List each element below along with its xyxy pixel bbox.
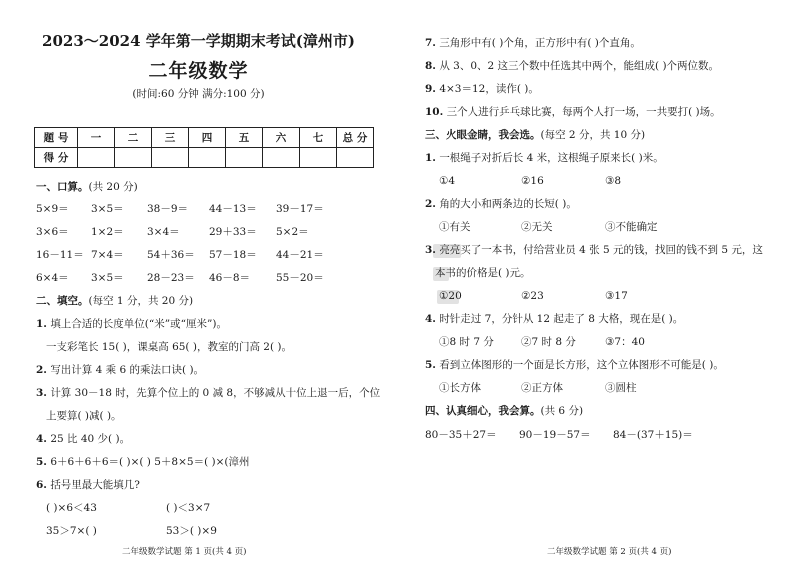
choice-option[interactable]: ①长方体	[439, 382, 481, 394]
mental-calc: 46－8＝	[209, 272, 251, 284]
question-number: 6.	[36, 479, 47, 491]
question-number: 4.	[425, 313, 436, 325]
mental-calc: 3×4＝	[147, 226, 180, 238]
score-header-cell: 总 分	[337, 128, 374, 148]
question-number: 9.	[425, 83, 436, 95]
fill-question-10	[425, 105, 721, 119]
question-text: 看到立体图形的一个面是长方形，这个立体图形不可能是( )。	[439, 359, 724, 371]
score-header-cell: 三	[152, 128, 189, 148]
mental-calc: 16－11＝	[36, 249, 84, 261]
section4-title: 四、认真细心，我会算。	[425, 405, 541, 417]
fill-question-6-item: ( )＜3×7	[166, 502, 211, 514]
fill-question-1	[36, 317, 227, 331]
mental-calc: 6×4＝	[36, 272, 69, 284]
choice-option[interactable]: ③8	[605, 175, 622, 187]
mental-calc: 55－20＝	[276, 272, 324, 284]
mental-calc: 38－9＝	[147, 203, 189, 215]
question-text: 亮亮买了一本书，付给营业员 4 张 5 元的钱，找回的钱不到 5 元，这	[439, 244, 763, 256]
mental-calc: 57－18＝	[209, 249, 257, 261]
fill-question-4	[36, 432, 130, 446]
choice-option[interactable]: ①20	[439, 290, 462, 302]
choice-option[interactable]: ②23	[521, 290, 544, 302]
question-number: 3.	[36, 387, 47, 399]
score-cell[interactable]	[115, 148, 152, 168]
section2-title: 二、填空。	[36, 295, 89, 307]
question-text: 一根绳子对折后长 4 米，这根绳子原来长( )米。	[439, 152, 664, 164]
fill-question-6-item: 53＞( )×9	[166, 525, 217, 537]
section4-note: (共 6 分)	[540, 405, 584, 417]
mental-calc: 5×2＝	[276, 226, 309, 238]
question-text: 三个人进行乒乓球比赛，每两个人打一场，一共要打( )场。	[446, 106, 721, 118]
question-number: 4.	[36, 433, 47, 445]
question-number: 1.	[36, 318, 47, 330]
question-number: 7.	[425, 37, 436, 49]
mental-calc: 29＋33＝	[209, 226, 257, 238]
question-number: 8.	[425, 60, 436, 72]
score-header-cell: 一	[78, 128, 115, 148]
question-number: 1.	[425, 152, 436, 164]
right-page	[397, 0, 794, 561]
section2-heading	[36, 294, 193, 308]
score-table	[34, 127, 374, 168]
fill-question-9	[425, 82, 539, 96]
subject-title: 二年级数学	[148, 60, 249, 82]
fill-question-3-line2: 上要算( )减( )。	[46, 410, 122, 422]
score-header-cell: 五	[226, 128, 263, 148]
section3-note: (每空 2 分，共 10 分)	[540, 129, 646, 141]
calc-expression: 90－19－57＝	[519, 429, 591, 441]
score-cell[interactable]	[263, 148, 300, 168]
score-header-cell: 题 号	[35, 128, 78, 148]
question-text: 写出计算 4 乘 6 的乘法口诀( )。	[50, 364, 205, 376]
choice-question-4	[425, 312, 683, 326]
mental-calc: 44－13＝	[209, 203, 257, 215]
choice-option[interactable]: ①8 时 7 分	[439, 336, 494, 348]
mental-calc: 5×9＝	[36, 203, 69, 215]
choice-option[interactable]: ③圆柱	[605, 382, 637, 394]
mental-calc: 3×5＝	[91, 272, 124, 284]
section3-title: 三、火眼金睛，我会选。	[425, 129, 541, 141]
question-text: 填上合适的长度单位(“米”或“厘米”)。	[50, 318, 227, 330]
choice-question-2	[425, 197, 577, 211]
question-number: 2.	[425, 198, 436, 210]
question-text: 4×3＝12，读作( )。	[439, 83, 539, 95]
score-cell[interactable]	[78, 148, 115, 168]
fill-question-2	[36, 363, 204, 377]
score-table-score-row	[35, 148, 374, 168]
question-text: 25 比 40 少( )。	[50, 433, 131, 445]
mental-calc: 44－21＝	[276, 249, 324, 261]
section1-note: (共 20 分)	[88, 181, 138, 193]
fill-question-8	[425, 59, 719, 73]
question-text: 角的大小和两条边的长短( )。	[439, 198, 577, 210]
calc-expression: 80－35＋27＝	[425, 429, 497, 441]
choice-option[interactable]: ②16	[521, 175, 544, 187]
fill-question-1-sub: 一支彩笔长 15( )，课桌高 65( )，教室的门高 2( )。	[46, 341, 293, 353]
choice-option[interactable]: ③17	[605, 290, 628, 302]
exam-info: (时间:60 分钟 满分:100 分)	[132, 88, 265, 100]
fill-question-3	[36, 386, 380, 400]
mental-calc: 54＋36＝	[147, 249, 195, 261]
fill-question-7	[425, 36, 641, 50]
fill-question-6	[36, 478, 140, 492]
question-number: 10.	[425, 106, 444, 118]
score-cell[interactable]	[189, 148, 226, 168]
score-cell[interactable]	[300, 148, 337, 168]
section4-heading	[425, 404, 583, 418]
fill-question-5	[36, 455, 250, 469]
choice-question-3	[425, 243, 763, 257]
section1-title: 一、口算。	[36, 181, 89, 193]
choice-question-5	[425, 358, 724, 372]
exam-title: 2023～2024 学年第一学期期末考试(漳州市)	[42, 32, 355, 50]
question-number: 3.	[425, 244, 436, 256]
mental-calc: 7×4＝	[91, 249, 124, 261]
mental-calc: 3×5＝	[91, 203, 124, 215]
section1-heading	[36, 180, 138, 194]
choice-option[interactable]: ①有关	[439, 221, 471, 233]
score-row-label: 得 分	[35, 148, 78, 168]
score-header-cell: 六	[263, 128, 300, 148]
section3-heading	[425, 128, 645, 142]
score-header-cell: 四	[189, 128, 226, 148]
score-cell[interactable]	[337, 148, 374, 168]
page-footer: 二年级数学试题 第 2 页(共 4 页)	[547, 547, 672, 557]
mental-calc: 28－23＝	[147, 272, 195, 284]
calc-expression: 84－(37＋15)＝	[613, 429, 693, 441]
question-text: 从 3、0、2 这三个数中任选其中两个，能组成( )个两位数。	[439, 60, 720, 72]
choice-question-3-line2: 本书的价格是( )元。	[435, 267, 531, 279]
choice-option[interactable]: ②正方体	[521, 382, 563, 394]
mental-calc: 1×2＝	[91, 226, 124, 238]
mental-calc: 39－17＝	[276, 203, 324, 215]
score-header-cell: 二	[115, 128, 152, 148]
section2-note: (每空 1 分，共 20 分)	[88, 295, 194, 307]
question-number: 2.	[36, 364, 47, 376]
question-text: 计算 30－18 时，先算个位上的 0 减 8，不够减从十位上退一后，个位	[50, 387, 381, 399]
fill-question-6-item: ( )×6＜43	[46, 502, 97, 514]
choice-option[interactable]: ②7 时 8 分	[521, 336, 576, 348]
question-text: 时针走过 7，分针从 12 起走了 8 大格，现在是( )。	[439, 313, 684, 325]
choice-option[interactable]: ③不能确定	[605, 221, 658, 233]
question-number: 5.	[36, 456, 47, 468]
question-text: 6＋6＋6＋6＝( )×( ) 5＋8×5＝( )×(漳州	[50, 456, 250, 468]
mental-calc: 3×6＝	[36, 226, 69, 238]
choice-option[interactable]: ③7：40	[605, 336, 645, 348]
question-number: 5.	[425, 359, 436, 371]
score-cell[interactable]	[152, 148, 189, 168]
score-cell[interactable]	[226, 148, 263, 168]
fill-question-6-item: 35＞7×( )	[46, 525, 97, 537]
score-table-header-row	[35, 128, 374, 148]
score-header-cell: 七	[300, 128, 337, 148]
question-text: 括号里最大能填几?	[50, 479, 140, 491]
choice-option[interactable]: ②无关	[521, 221, 553, 233]
question-text: 三角形中有( )个角，正方形中有( )个直角。	[439, 37, 641, 49]
choice-option[interactable]: ①4	[439, 175, 456, 187]
page-footer: 二年级数学试题 第 1 页(共 4 页)	[122, 547, 247, 557]
choice-question-1	[425, 151, 664, 165]
